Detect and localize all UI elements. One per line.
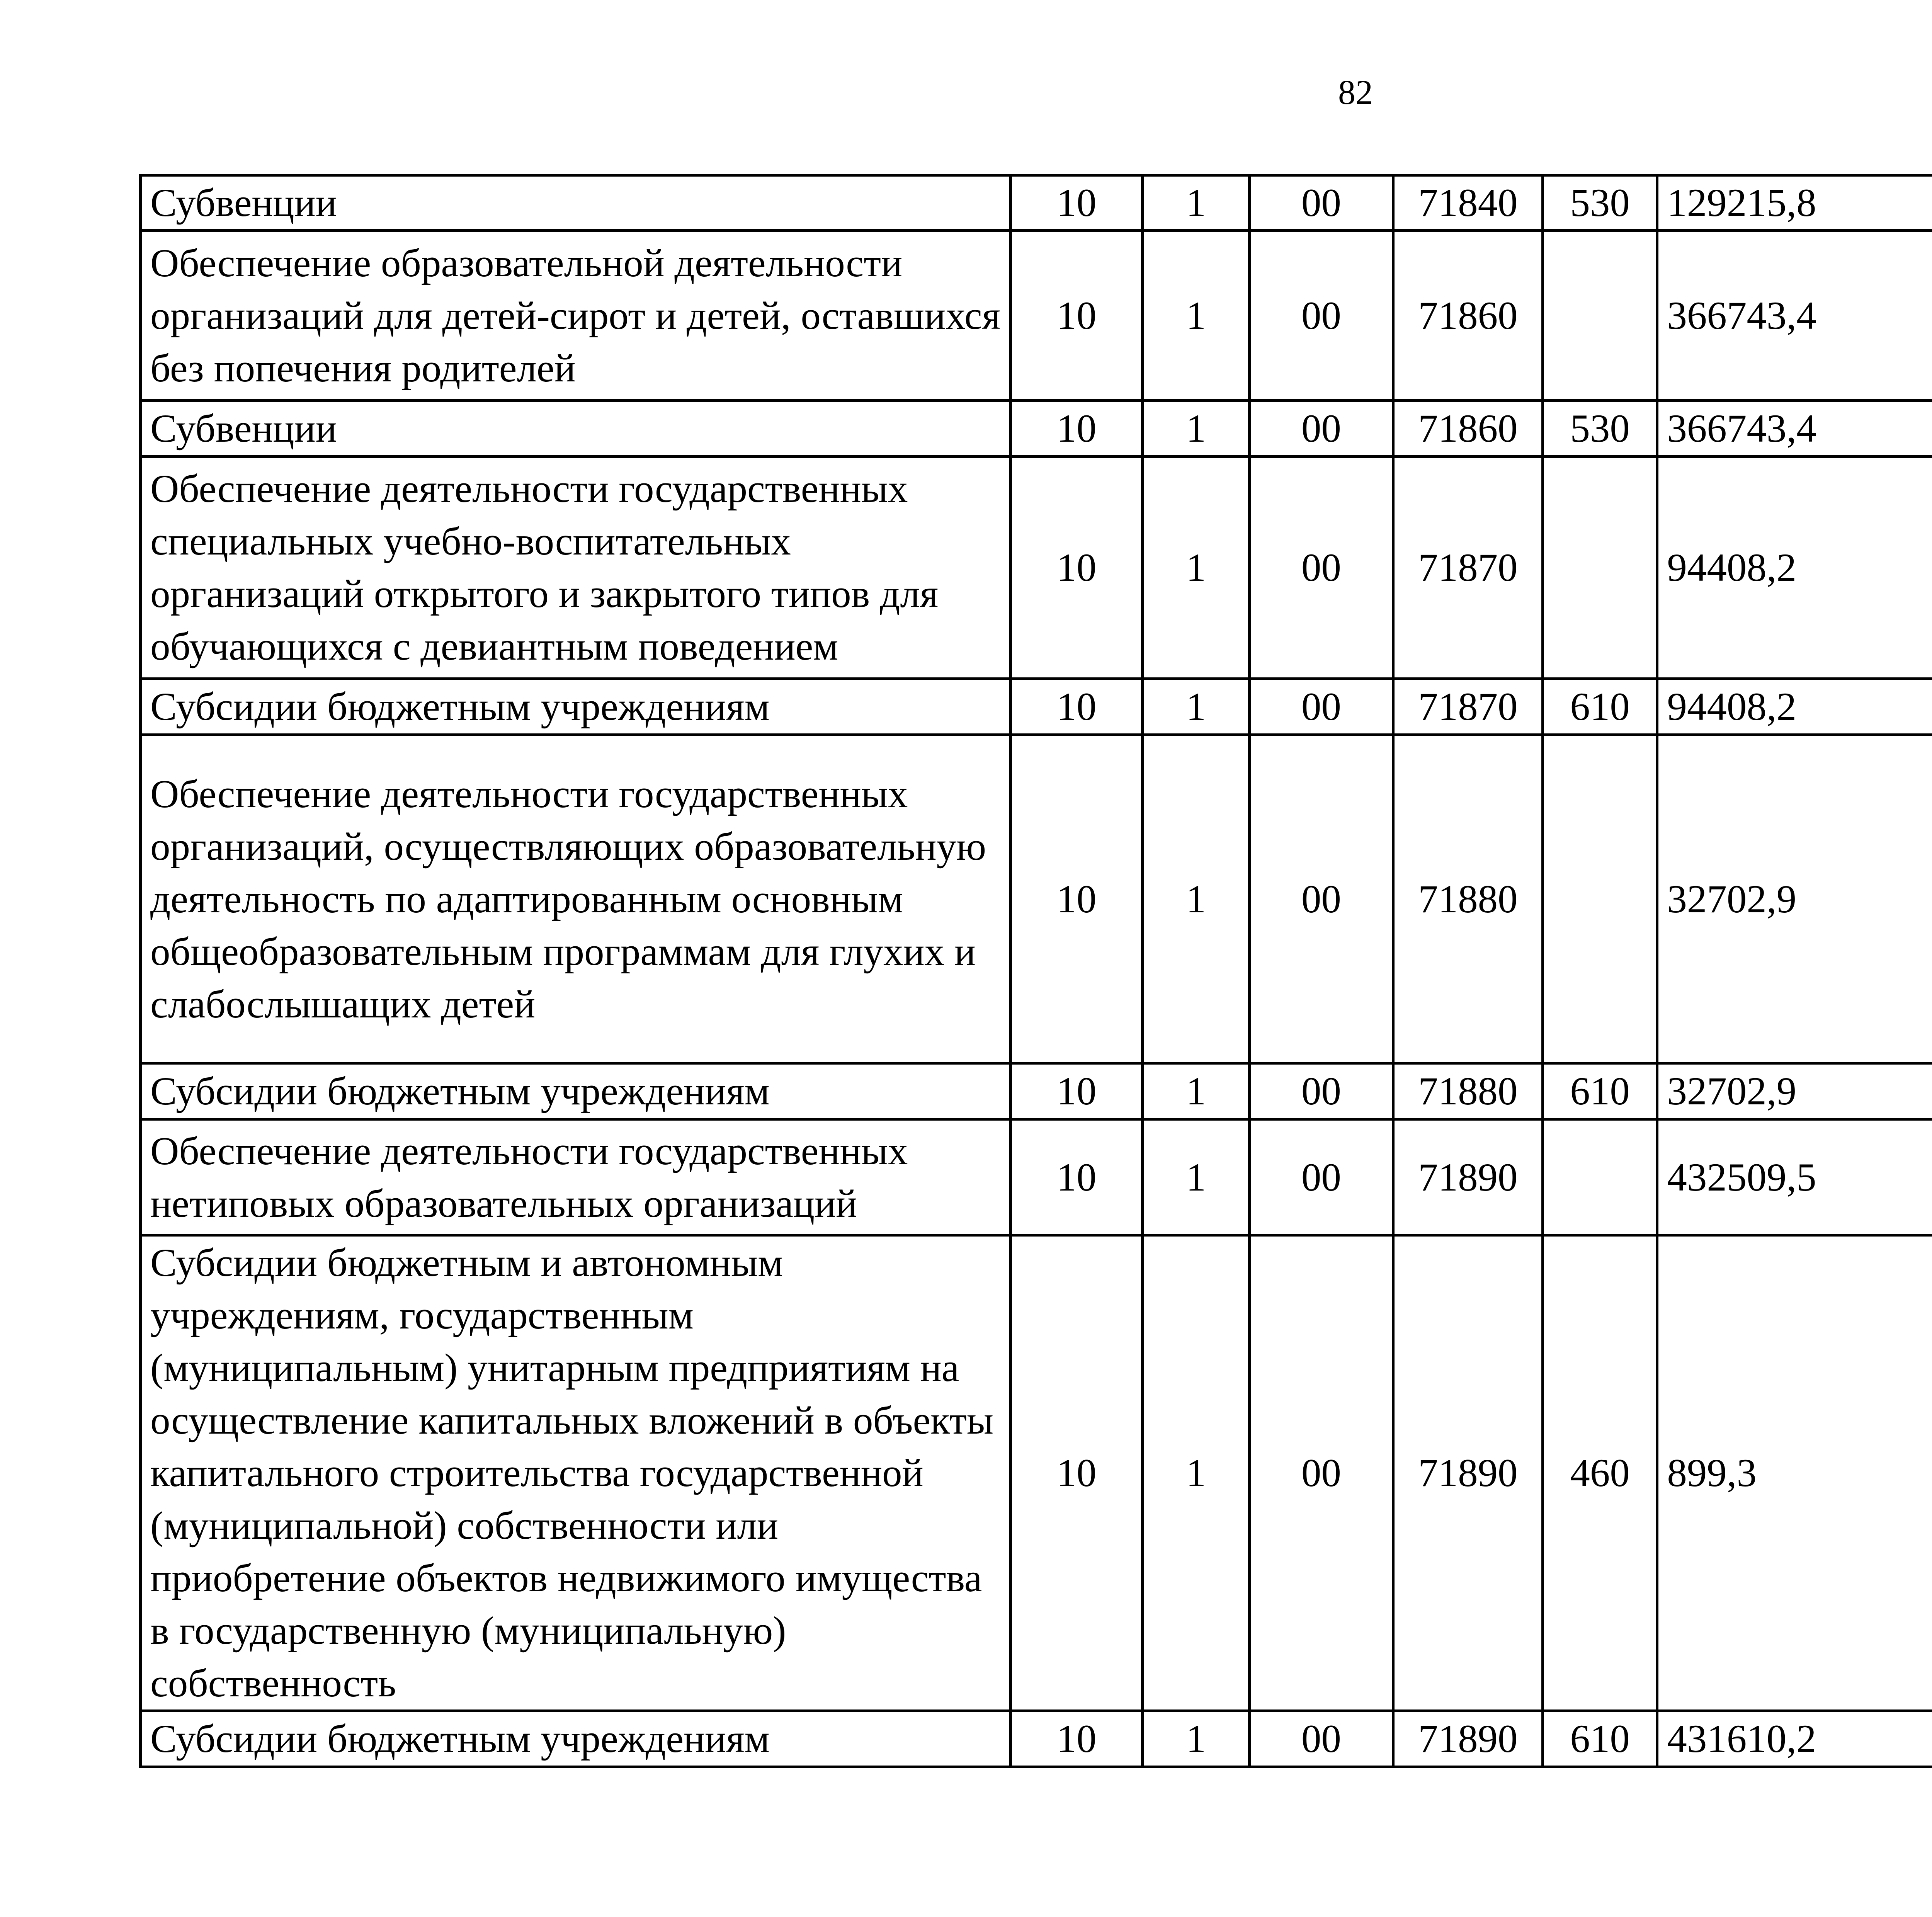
table-row — [141, 401, 1932, 457]
expense-type-cell: 610 — [1543, 679, 1657, 735]
subsection-code-cell: 1 — [1143, 175, 1249, 231]
target-article-cell: 71860 — [1393, 231, 1543, 401]
target-article-cell: 71870 — [1393, 679, 1543, 735]
subsection-code-cell: 1 — [1143, 401, 1249, 457]
amount-cell-1: 32702,9 — [1657, 1063, 1932, 1119]
amount-cell-1: 32702,9 — [1657, 735, 1932, 1063]
subsection-code-cell: 1 — [1143, 679, 1249, 735]
target-article-cell: 71880 — [1393, 735, 1543, 1063]
target-article-cell: 71860 — [1393, 401, 1543, 457]
page-number: 82 — [1338, 73, 1373, 112]
program-code-cell: 00 — [1249, 679, 1393, 735]
section-code-cell: 10 — [1010, 1119, 1143, 1235]
expense-type-cell: 610 — [1543, 1063, 1657, 1119]
section-code-cell: 10 — [1010, 1063, 1143, 1119]
subsection-code-cell: 1 — [1143, 1235, 1249, 1711]
subsection-code-cell: 1 — [1143, 735, 1249, 1063]
program-code-cell: 00 — [1249, 231, 1393, 401]
target-article-cell: 71880 — [1393, 1063, 1543, 1119]
subsection-code-cell: 1 — [1143, 1711, 1249, 1767]
row-name-cell: Обеспечение деятельности государственных специальных учебно-воспитательных организаций открытого и закрытого типов для обучающихся с девиантным поведением — [141, 457, 1011, 679]
program-code-cell: 00 — [1249, 401, 1393, 457]
amount-cell-1: 899,3 — [1657, 1235, 1932, 1711]
row-name-cell: Субвенции — [141, 401, 1011, 457]
section-code-cell: 10 — [1010, 679, 1143, 735]
amount-cell-1: 94408,2 — [1657, 679, 1932, 735]
expense-type-cell — [1543, 231, 1657, 401]
program-code-cell: 00 — [1249, 735, 1393, 1063]
target-article-cell: 71870 — [1393, 457, 1543, 679]
row-name-cell: Субвенции — [141, 175, 1011, 231]
program-code-cell: 00 — [1249, 1119, 1393, 1235]
section-code-cell: 10 — [1010, 735, 1143, 1063]
section-code-cell: 10 — [1010, 1235, 1143, 1711]
expense-type-cell: 530 — [1543, 175, 1657, 231]
expense-type-cell — [1543, 1119, 1657, 1235]
program-code-cell: 00 — [1249, 1063, 1393, 1119]
expense-type-cell — [1543, 457, 1657, 679]
table-row — [141, 1235, 1932, 1711]
table-row — [141, 1063, 1932, 1119]
row-name-cell: Обеспечение деятельности государственных нетиповых образовательных организаций — [141, 1119, 1011, 1235]
expense-type-cell — [1543, 735, 1657, 1063]
target-article-cell: 71890 — [1393, 1711, 1543, 1767]
section-code-cell: 10 — [1010, 231, 1143, 401]
program-code-cell: 00 — [1249, 457, 1393, 679]
amount-cell-1: 431610,2 — [1657, 1711, 1932, 1767]
table-row — [141, 457, 1932, 679]
table-row — [141, 1711, 1932, 1767]
expense-type-cell: 610 — [1543, 1711, 1657, 1767]
section-code-cell: 10 — [1010, 401, 1143, 457]
table-row — [141, 679, 1932, 735]
expense-type-cell: 530 — [1543, 401, 1657, 457]
table-row — [141, 231, 1932, 401]
amount-cell-1: 94408,2 — [1657, 457, 1932, 679]
amount-cell-1: 366743,4 — [1657, 401, 1932, 457]
expense-type-cell: 460 — [1543, 1235, 1657, 1711]
subsection-code-cell: 1 — [1143, 231, 1249, 401]
row-name-cell: Обеспечение образовательной деятельности организаций для детей-сирот и детей, оставшихся без попечения родителей — [141, 231, 1011, 401]
budget-table — [139, 174, 1932, 1768]
row-name-cell: Субсидии бюджетным учреждениям — [141, 679, 1011, 735]
target-article-cell: 71890 — [1393, 1119, 1543, 1235]
target-article-cell: 71840 — [1393, 175, 1543, 231]
amount-cell-1: 432509,5 — [1657, 1119, 1932, 1235]
program-code-cell: 00 — [1249, 1235, 1393, 1711]
amount-cell-1: 366743,4 — [1657, 231, 1932, 401]
row-name-cell: Субсидии бюджетным учреждениям — [141, 1063, 1011, 1119]
row-name-cell: Субсидии бюджетным и автономным учреждениям, государственным (муниципальным) унитарным предприятиям на осуществление капитальных вложений в объекты капитального строительства государственной (муниципальной) собственности или приобретение объектов недвижимого имущества в государственную (муниципальную) собственность — [141, 1235, 1011, 1711]
row-name-cell: Субсидии бюджетным учреждениям — [141, 1711, 1011, 1767]
program-code-cell: 00 — [1249, 1711, 1393, 1767]
table-row — [141, 735, 1932, 1063]
section-code-cell: 10 — [1010, 457, 1143, 679]
section-code-cell: 10 — [1010, 1711, 1143, 1767]
row-name-cell: Обеспечение деятельности государственных организаций, осуществляющих образовательную деятельность по адаптированным основным общеобразовательным программам для глухих и слабослышащих детей — [141, 735, 1011, 1063]
table-row — [141, 175, 1932, 231]
table-row — [141, 1119, 1932, 1235]
subsection-code-cell: 1 — [1143, 457, 1249, 679]
subsection-code-cell: 1 — [1143, 1119, 1249, 1235]
target-article-cell: 71890 — [1393, 1235, 1543, 1711]
program-code-cell: 00 — [1249, 175, 1393, 231]
section-code-cell: 10 — [1010, 175, 1143, 231]
amount-cell-1: 129215,8 — [1657, 175, 1932, 231]
subsection-code-cell: 1 — [1143, 1063, 1249, 1119]
